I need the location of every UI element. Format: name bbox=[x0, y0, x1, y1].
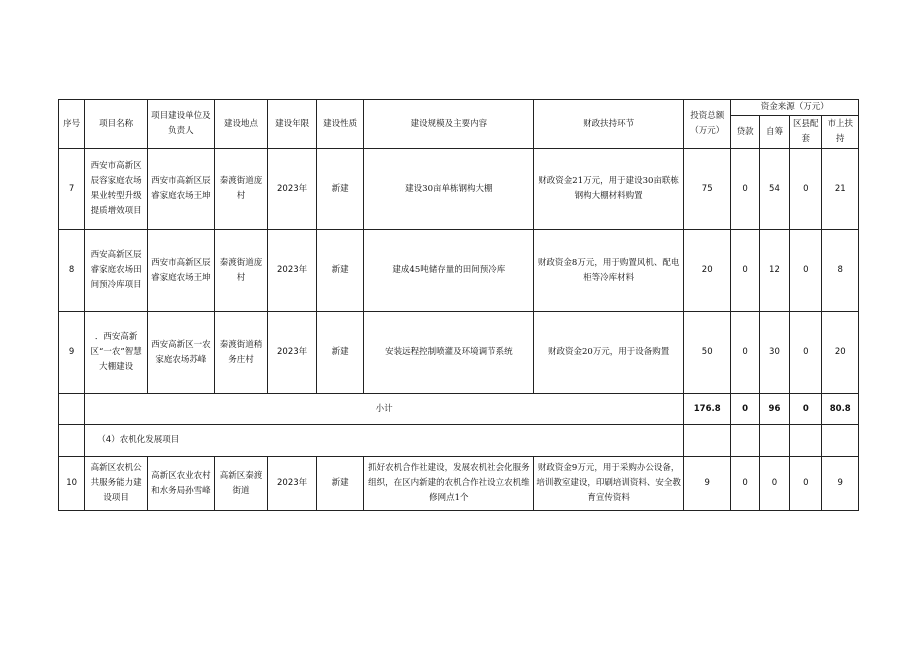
row-finance: 财政资金8万元，用于购置风机、配电柜等冷库材料 bbox=[534, 230, 684, 312]
row-district: 0 bbox=[790, 230, 822, 312]
subtotal-city: 80.8 bbox=[822, 394, 859, 425]
table-row bbox=[59, 457, 859, 511]
table-row bbox=[59, 230, 859, 312]
row-location: 秦渡街道庞村 bbox=[214, 149, 268, 230]
row-self: 54 bbox=[759, 149, 789, 230]
row-finance: 财政资金20万元，用于设备购置 bbox=[534, 312, 684, 394]
row-district: 0 bbox=[790, 312, 822, 394]
section-empty-cell bbox=[822, 425, 859, 457]
header-loan: 贷款 bbox=[731, 116, 759, 149]
header-city: 市上扶持 bbox=[822, 116, 859, 149]
row-scale: 建成45吨储存量的田间预冷库 bbox=[364, 230, 534, 312]
investment-table bbox=[58, 99, 859, 511]
row-finance: 财政资金21万元，用于建设30亩联栋钢构大棚材料购置 bbox=[534, 149, 684, 230]
header-name: 项目名称 bbox=[85, 100, 148, 149]
header-scale: 建设规模及主要内容 bbox=[364, 100, 534, 149]
header-district: 区县配套 bbox=[790, 116, 822, 149]
header-location: 建设地点 bbox=[214, 100, 268, 149]
header-seq: 序号 bbox=[59, 100, 85, 149]
row-location: 高新区秦渡街道 bbox=[214, 457, 268, 511]
row-period: 2023年 bbox=[268, 149, 317, 230]
row-city: 20 bbox=[822, 312, 859, 394]
row-scale: 建设30亩单栋钢构大棚 bbox=[364, 149, 534, 230]
row-name: ．西安高新区“一农”智慧大棚建设 bbox=[85, 312, 148, 394]
header-unit: 项目建设单位及负责人 bbox=[147, 100, 214, 149]
row-name: 西安高新区辰睿家庭农场田间预冷库项目 bbox=[85, 230, 148, 312]
header-total: 投资总额（万元） bbox=[683, 100, 731, 149]
row-city: 8 bbox=[822, 230, 859, 312]
row-nature: 新建 bbox=[316, 312, 364, 394]
table-row bbox=[59, 312, 859, 394]
section-empty-cell bbox=[731, 425, 759, 457]
row-self: 12 bbox=[759, 230, 789, 312]
row-unit: 西安市高新区辰睿家庭农场王坤 bbox=[147, 230, 214, 312]
subtotal-self: 96 bbox=[759, 394, 789, 425]
row-total: 9 bbox=[683, 457, 731, 511]
row-unit: 西安高新区一农家庭农场苏峰 bbox=[147, 312, 214, 394]
subtotal-label: 小计 bbox=[85, 394, 684, 425]
row-district: 0 bbox=[790, 457, 822, 511]
row-name: 西安市高新区辰容家庭农场果业转型升级提质增效项目 bbox=[85, 149, 148, 230]
row-location: 秦渡街道庞村 bbox=[214, 230, 268, 312]
header-source: 资金来源（万元） bbox=[731, 100, 859, 116]
row-period: 2023年 bbox=[268, 230, 317, 312]
row-self: 0 bbox=[759, 457, 789, 511]
row-city: 9 bbox=[822, 457, 859, 511]
row-total: 50 bbox=[683, 312, 731, 394]
section-empty-cell bbox=[790, 425, 822, 457]
section-blank-cell bbox=[59, 425, 85, 457]
row-seq: 10 bbox=[59, 457, 85, 511]
row-scale: 安装远程控制喷灌及环境调节系统 bbox=[364, 312, 534, 394]
subtotal-total: 176.8 bbox=[683, 394, 731, 425]
header-finance: 财政扶持环节 bbox=[534, 100, 684, 149]
row-nature: 新建 bbox=[316, 230, 364, 312]
row-scale: 抓好农机合作社建设，发展农机社会化服务组织，在区内新建的农机合作社设立农机维修网点1个 bbox=[364, 457, 534, 511]
row-period: 2023年 bbox=[268, 312, 317, 394]
section-empty-cell bbox=[759, 425, 789, 457]
row-loan: 0 bbox=[731, 457, 759, 511]
header-period: 建设年限 bbox=[268, 100, 317, 149]
row-total: 20 bbox=[683, 230, 731, 312]
row-unit: 高新区农业农村和水务局孙雪峰 bbox=[147, 457, 214, 511]
section-row bbox=[59, 425, 859, 457]
row-name: 高新区农机公共服务能力建设项目 bbox=[85, 457, 148, 511]
row-seq: 9 bbox=[59, 312, 85, 394]
row-seq: 8 bbox=[59, 230, 85, 312]
row-district: 0 bbox=[790, 149, 822, 230]
subtotal-blank-cell bbox=[59, 394, 85, 425]
row-seq: 7 bbox=[59, 149, 85, 230]
row-loan: 0 bbox=[731, 149, 759, 230]
row-unit: 西安市高新区辰睿家庭农场王坤 bbox=[147, 149, 214, 230]
row-total: 75 bbox=[683, 149, 731, 230]
header-nature: 建设性质 bbox=[316, 100, 364, 149]
row-loan: 0 bbox=[731, 230, 759, 312]
row-city: 21 bbox=[822, 149, 859, 230]
subtotal-district: 0 bbox=[790, 394, 822, 425]
row-nature: 新建 bbox=[316, 149, 364, 230]
table-row bbox=[59, 149, 859, 230]
row-finance: 财政资金9万元，用于采购办公设备，培训教室建设，印刷培训资料、安全教育宣传资料 bbox=[534, 457, 684, 511]
row-location: 秦渡街道稍务庄村 bbox=[214, 312, 268, 394]
row-nature: 新建 bbox=[316, 457, 364, 511]
subtotal-loan: 0 bbox=[731, 394, 759, 425]
header-row-1 bbox=[59, 100, 859, 116]
header-self: 自筹 bbox=[759, 116, 789, 149]
row-self: 30 bbox=[759, 312, 789, 394]
section-title: （4）农机化发展项目 bbox=[85, 425, 684, 457]
subtotal-row bbox=[59, 394, 859, 425]
row-loan: 0 bbox=[731, 312, 759, 394]
section-empty-cell bbox=[683, 425, 731, 457]
row-period: 2023年 bbox=[268, 457, 317, 511]
